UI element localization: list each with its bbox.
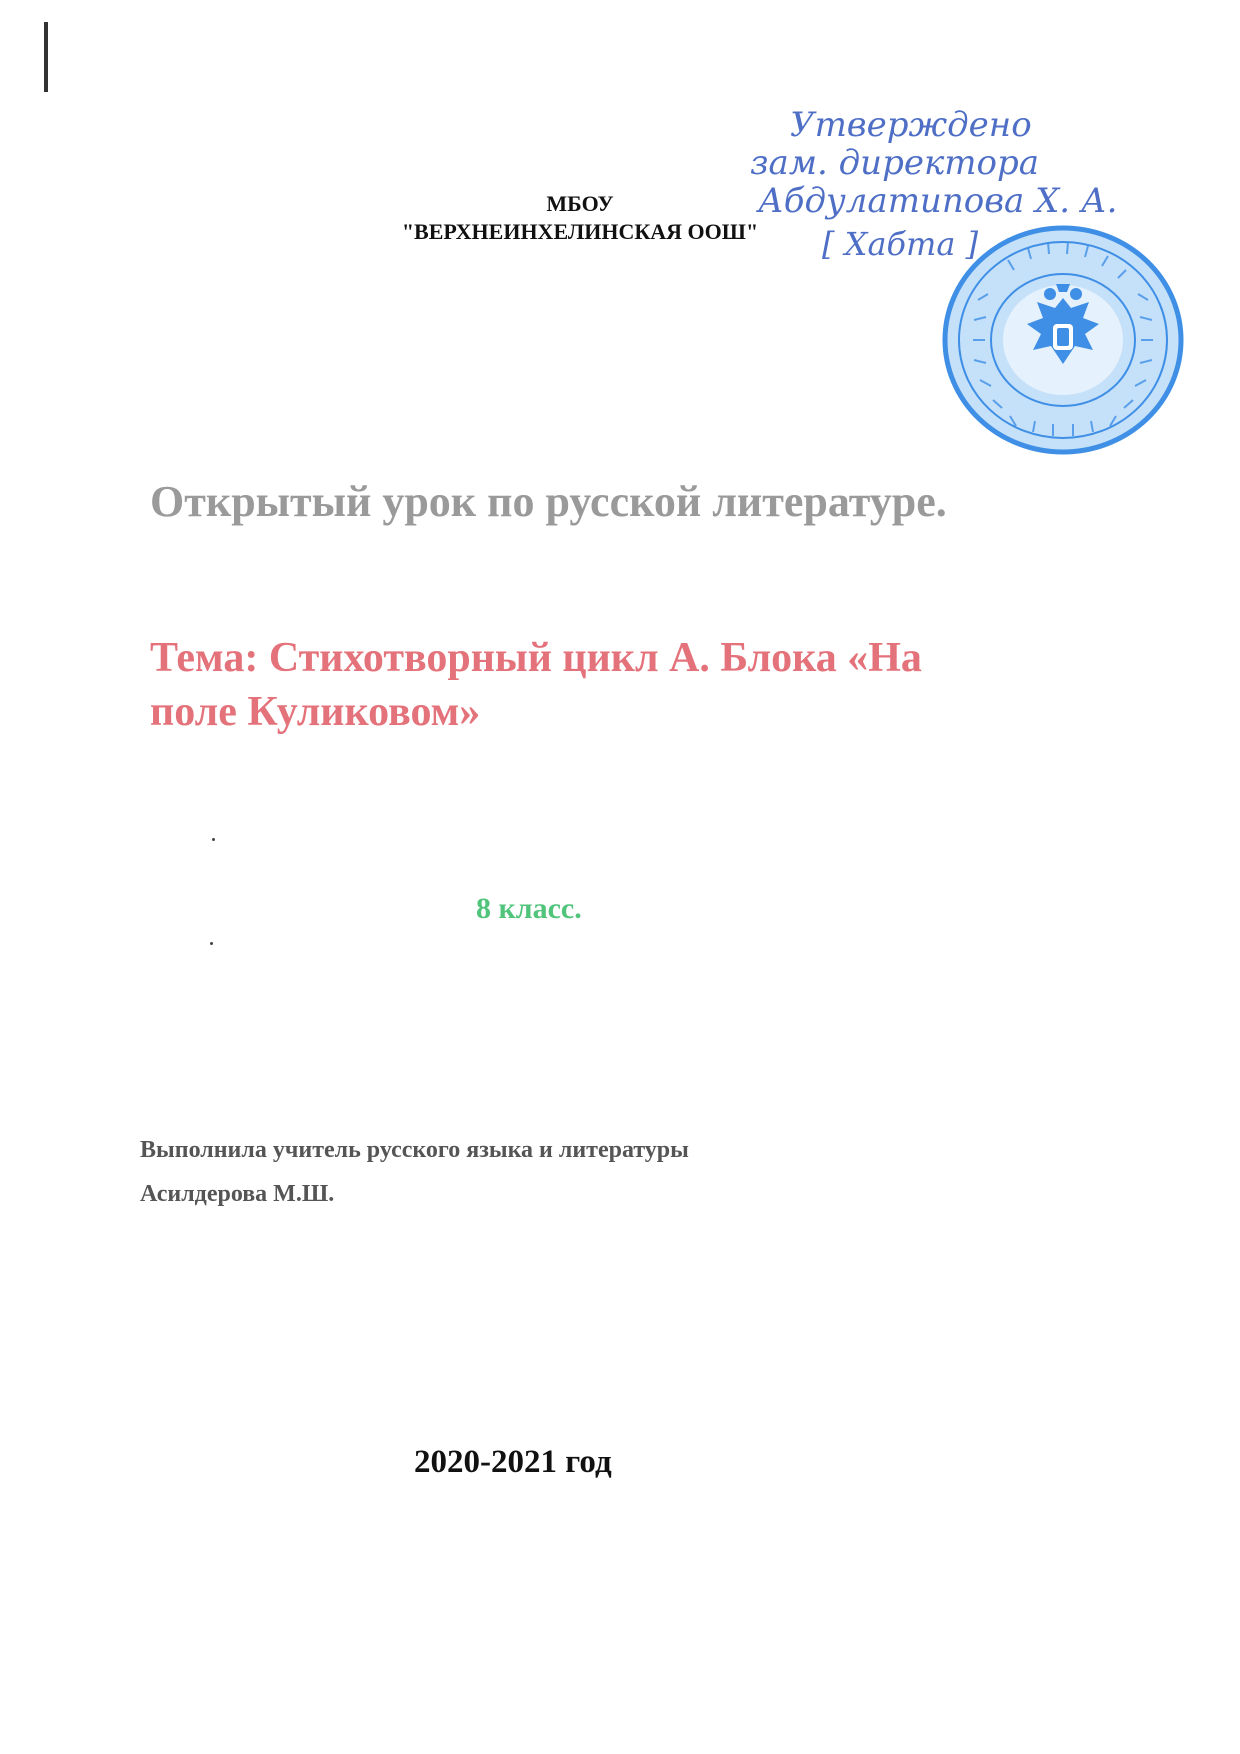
official-stamp xyxy=(938,220,1188,460)
stamp-seal-icon xyxy=(938,220,1188,460)
scan-speck xyxy=(210,942,213,945)
scan-margin-mark xyxy=(44,22,48,92)
scan-speck xyxy=(212,838,215,841)
lesson-topic xyxy=(150,632,1100,740)
open-lesson-title: Открытый урок по русской литературе. xyxy=(150,477,947,526)
approval-line-3: Абдулатипова Х. А. xyxy=(758,181,1118,221)
performer-role: Выполнила учитель русского языка и литературы xyxy=(140,1137,689,1163)
approval-line-1: Утверждено xyxy=(790,105,1032,145)
performer-name: Асилдерова М.Ш. xyxy=(140,1181,335,1208)
school-name: "ВЕРХНЕИНХЕЛИНСКАЯ ООШ" xyxy=(401,218,759,244)
approval-line-2: зам. директора xyxy=(750,143,1039,183)
school-type: МБОУ xyxy=(546,191,614,216)
performer-block xyxy=(140,1128,689,1217)
topic-line-2: поле Куликовом» xyxy=(150,688,481,735)
grade-level: 8 класс. xyxy=(476,892,582,925)
academic-year: 2020-2021 год xyxy=(414,1444,612,1480)
topic-line-1: Тема: Стихотворный цикл А. Блока «На xyxy=(150,635,922,681)
approval-line-4: [ Хабта ] xyxy=(822,225,979,263)
